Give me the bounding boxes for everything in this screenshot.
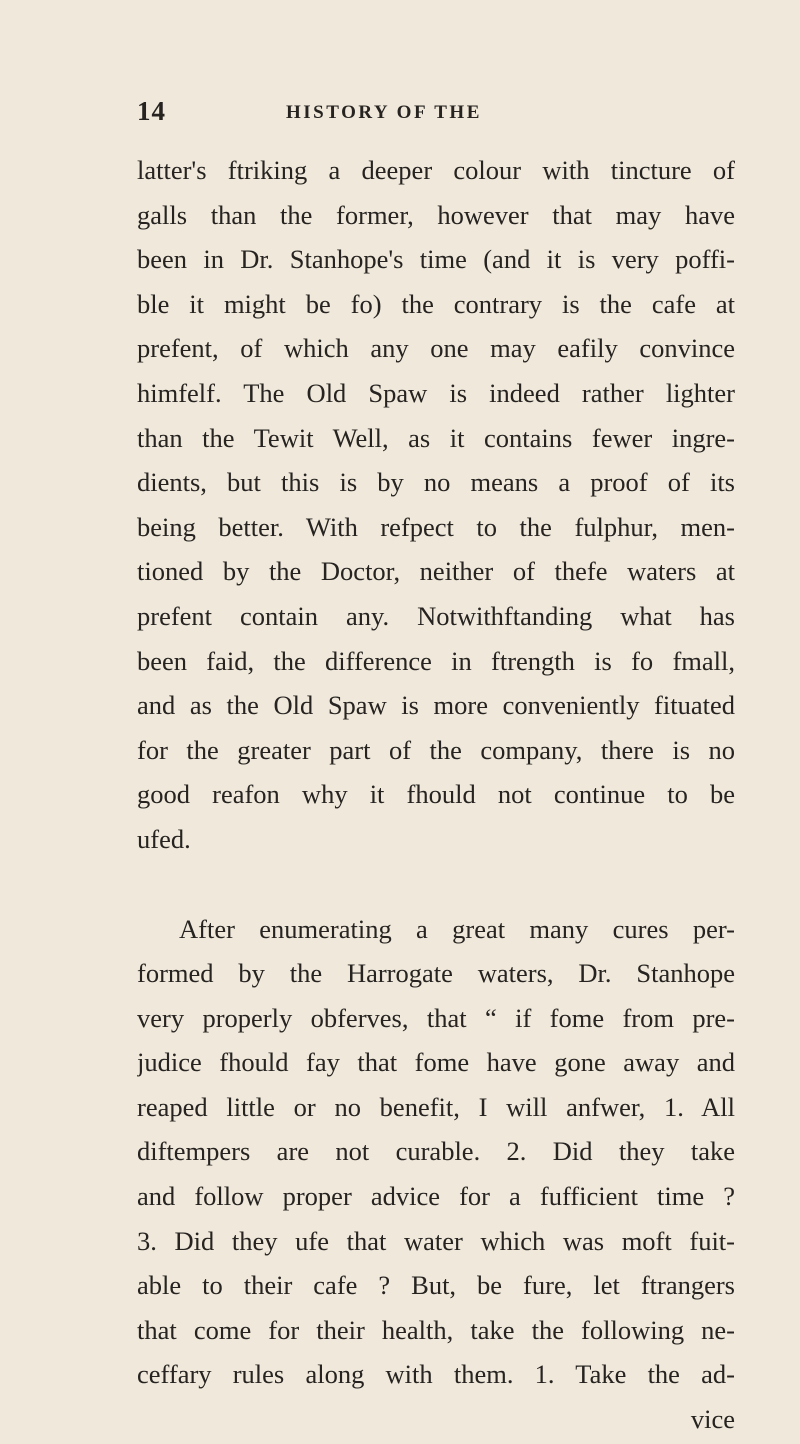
text-line: galls than the former, however that may have <box>137 199 735 230</box>
text-line: very properly obferves, that “ if fome from pre- <box>137 1002 735 1033</box>
text-line: formed by the Harrogate waters, Dr. Stanhope <box>137 958 735 989</box>
paragraph-gap <box>137 862 735 907</box>
text-line: able to their cafe ? But, be fure, let ftrangers <box>137 1270 735 1301</box>
text-line: tioned by the Doctor, neither of thefe waters at <box>137 556 735 587</box>
text-line: latter's ftriking a deeper colour with tincture of <box>137 155 735 185</box>
text-line: 3. Did they ufe that water which was moft fuit- <box>137 1225 735 1256</box>
text-line: reaped little or no benefit, I will anfwer, 1. All <box>137 1091 735 1122</box>
paragraph-2 <box>137 907 735 1442</box>
text-line: judice fhould fay that fome have gone away and <box>137 1047 735 1078</box>
text-line: ble it might be fo) the contrary is the cafe at <box>137 288 735 319</box>
text-line: diftempers are not curable. 2. Did they take <box>137 1136 735 1167</box>
text-line: ufed. <box>137 823 191 854</box>
text-line: than the Tewit Well, as it contains fewer ingre- <box>137 422 735 453</box>
text-line: that come for their health, take the following ne- <box>137 1314 735 1345</box>
body-text <box>137 148 735 1442</box>
page-header <box>137 96 737 136</box>
catchword: vice <box>690 1404 735 1435</box>
text-line: for the greater part of the company, there is no <box>137 734 735 765</box>
text-line: been in Dr. Stanhope's time (and it is very poffi- <box>137 244 735 275</box>
running-head: HISTORY OF THE <box>286 102 482 123</box>
text-line: himfelf. The Old Spaw is indeed rather lighter <box>137 377 735 408</box>
text-line: ceffary rules along with them. 1. Take the ad- <box>137 1359 735 1390</box>
text-line: After enumerating a great many cures per- <box>179 913 735 944</box>
text-line: good reafon why it fhould not continue to be <box>137 779 735 810</box>
text-line: and follow proper advice for a fufficient time ? <box>137 1181 735 1212</box>
page-number: 14 <box>137 96 166 126</box>
text-line: and as the Old Spaw is more conveniently fituated <box>137 690 735 721</box>
text-line: prefent, of which any one may eafily convince <box>137 333 735 364</box>
text-line: been faid, the difference in ftrength is fo fmall, <box>137 645 735 676</box>
paragraph-1 <box>137 148 735 862</box>
text-line: prefent contain any. Notwithftanding what has <box>137 600 735 631</box>
text-line: dients, but this is by no means a proof of its <box>137 467 735 498</box>
text-line: being better. With refpect to the fulphur, men- <box>137 511 735 542</box>
